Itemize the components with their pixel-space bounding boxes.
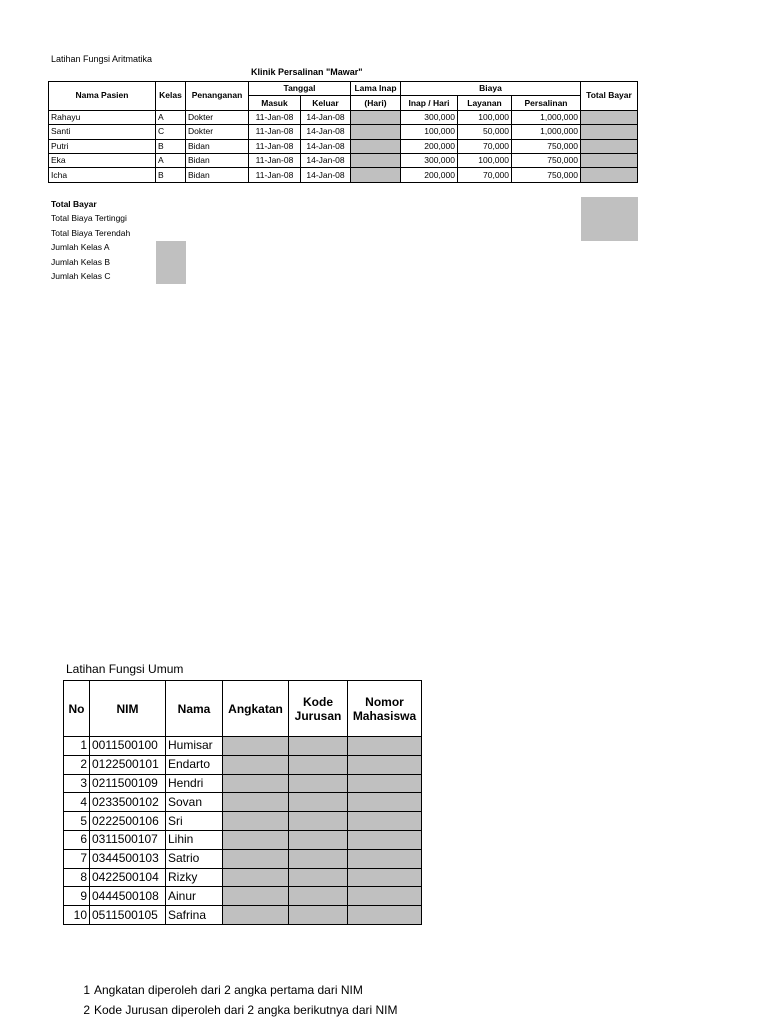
cell-angkatan[interactable] xyxy=(223,868,289,887)
table-row xyxy=(49,168,638,182)
header-nama[interactable]: Nama xyxy=(166,681,223,737)
cell-masuk[interactable]: 11-Jan-08 xyxy=(249,168,301,182)
cell-kelas[interactable]: A xyxy=(156,110,186,124)
header-layanan[interactable]: Layanan xyxy=(458,96,512,110)
cell-nim[interactable]: 0422500104 xyxy=(90,868,166,887)
cell-kelas[interactable]: B xyxy=(156,139,186,153)
cell-kode-jurusan[interactable] xyxy=(289,774,348,793)
cell-persalinan[interactable]: 1,000,000 xyxy=(512,125,581,139)
cell-nama[interactable]: Rahayu xyxy=(49,110,156,124)
cell-nim[interactable]: 0222500106 xyxy=(90,812,166,831)
cell-total-bayar[interactable] xyxy=(581,168,638,182)
note-item xyxy=(78,980,398,1000)
cell-nama[interactable]: Eka xyxy=(49,153,156,167)
cell-no[interactable]: 3 xyxy=(64,774,90,793)
cell-kode-jurusan[interactable] xyxy=(289,755,348,774)
cell-keluar[interactable]: 14-Jan-08 xyxy=(301,168,351,182)
cell-inap-hari[interactable]: 100,000 xyxy=(401,125,458,139)
cell-no[interactable]: 7 xyxy=(64,849,90,868)
cell-angkatan[interactable] xyxy=(223,793,289,812)
header-kode-jurusan[interactable] xyxy=(289,681,348,737)
cell-nama[interactable]: Safrina xyxy=(166,906,223,925)
cell-nomor-mahasiswa[interactable] xyxy=(348,812,422,831)
header-no[interactable]: No xyxy=(64,681,90,737)
cell-kode-jurusan[interactable] xyxy=(289,868,348,887)
cell-no[interactable]: 9 xyxy=(64,887,90,906)
header-keluar[interactable]: Keluar xyxy=(301,96,351,110)
note-number: 2 xyxy=(83,1003,90,1017)
cell-lama-inap[interactable] xyxy=(351,125,401,139)
cell-persalinan[interactable]: 750,000 xyxy=(512,168,581,182)
cell-kode-jurusan[interactable] xyxy=(289,812,348,831)
cell-penanganan[interactable]: Bidan xyxy=(186,139,249,153)
cell-no[interactable]: 6 xyxy=(64,830,90,849)
cell-angkatan[interactable] xyxy=(223,849,289,868)
header-nomor-mahasiswa-line2: Mahasiswa xyxy=(352,708,417,723)
summary-kelas-c[interactable]: Jumlah Kelas C xyxy=(51,271,111,282)
cell-angkatan[interactable] xyxy=(223,812,289,831)
table-row xyxy=(64,849,422,868)
cell-nim[interactable]: 0344500103 xyxy=(90,849,166,868)
summary-total-bayar[interactable]: Total Bayar xyxy=(51,199,97,209)
cell-nomor-mahasiswa[interactable] xyxy=(348,849,422,868)
clinic-title: Klinik Persalinan "Mawar" xyxy=(251,67,363,77)
cell-nama[interactable]: Sovan xyxy=(166,793,223,812)
cell-persalinan[interactable]: 750,000 xyxy=(512,139,581,153)
cell-nomor-mahasiswa[interactable] xyxy=(348,774,422,793)
table-row xyxy=(64,830,422,849)
cell-nomor-mahasiswa[interactable] xyxy=(348,887,422,906)
clinic-table xyxy=(48,81,638,183)
header-lama-inap[interactable]: Lama Inap xyxy=(351,82,401,96)
cell-no[interactable]: 4 xyxy=(64,793,90,812)
header-kelas[interactable]: Kelas xyxy=(156,82,186,111)
sheet1-title: Latihan Fungsi Aritmatika xyxy=(51,54,153,64)
cell-nama[interactable]: Lihin xyxy=(166,830,223,849)
cell-penanganan[interactable]: Dokter xyxy=(186,125,249,139)
cell-nim[interactable]: 0444500108 xyxy=(90,887,166,906)
header-inap-hari[interactable]: Inap / Hari xyxy=(401,96,458,110)
cell-angkatan[interactable] xyxy=(223,906,289,925)
cell-kelas[interactable]: B xyxy=(156,168,186,182)
table-row xyxy=(64,812,422,831)
cell-nama[interactable]: Putri xyxy=(49,139,156,153)
header-biaya[interactable]: Biaya xyxy=(401,82,581,96)
cell-nim[interactable]: 0011500100 xyxy=(90,737,166,756)
cell-nama[interactable]: Rizky xyxy=(166,868,223,887)
summary-kelas-a[interactable]: Jumlah Kelas A xyxy=(51,242,110,253)
cell-no[interactable]: 2 xyxy=(64,755,90,774)
note-item xyxy=(78,1000,398,1020)
cell-nomor-mahasiswa[interactable] xyxy=(348,793,422,812)
summary-kelas-b[interactable]: Jumlah Kelas B xyxy=(51,256,111,267)
table-row xyxy=(49,139,638,153)
cell-angkatan[interactable] xyxy=(223,830,289,849)
cell-nomor-mahasiswa[interactable] xyxy=(348,868,422,887)
cell-total-bayar[interactable] xyxy=(581,139,638,153)
cell-kode-jurusan[interactable] xyxy=(289,830,348,849)
cell-nama[interactable]: Ainur xyxy=(166,887,223,906)
cell-kelas[interactable]: C xyxy=(156,125,186,139)
cell-nama[interactable]: Endarto xyxy=(166,755,223,774)
cell-layanan[interactable]: 100,000 xyxy=(458,153,512,167)
cell-no[interactable]: 10 xyxy=(64,906,90,925)
cell-nama[interactable]: Humisar xyxy=(166,737,223,756)
cell-keluar[interactable]: 14-Jan-08 xyxy=(301,125,351,139)
cell-nim[interactable]: 0233500102 xyxy=(90,793,166,812)
cell-lama-inap[interactable] xyxy=(351,110,401,124)
table-row xyxy=(49,153,638,167)
table-row xyxy=(64,774,422,793)
cell-nomor-mahasiswa[interactable] xyxy=(348,830,422,849)
table-row xyxy=(64,737,422,756)
cell-kode-jurusan[interactable] xyxy=(289,887,348,906)
table-row xyxy=(49,125,638,139)
cell-kelas[interactable]: A xyxy=(156,153,186,167)
header-persalinan[interactable]: Persalinan xyxy=(512,96,581,110)
notes-list xyxy=(78,980,398,1020)
cell-nama[interactable]: Santi xyxy=(49,125,156,139)
cell-inap-hari[interactable]: 200,000 xyxy=(401,139,458,153)
cell-nomor-mahasiswa[interactable] xyxy=(348,737,422,756)
cell-kode-jurusan[interactable] xyxy=(289,737,348,756)
cell-inap-hari[interactable]: 200,000 xyxy=(401,168,458,182)
cell-angkatan[interactable] xyxy=(223,887,289,906)
table-row xyxy=(64,887,422,906)
cell-nomor-mahasiswa[interactable] xyxy=(348,755,422,774)
header-nama-pasien[interactable]: Nama Pasien xyxy=(49,82,156,111)
cell-layanan[interactable]: 70,000 xyxy=(458,168,512,182)
summary-labels xyxy=(51,197,130,283)
cell-lama-inap[interactable] xyxy=(351,153,401,167)
cell-masuk[interactable]: 11-Jan-08 xyxy=(249,125,301,139)
cell-total-bayar[interactable] xyxy=(581,110,638,124)
cell-inap-hari[interactable]: 300,000 xyxy=(401,153,458,167)
cell-nama[interactable]: Hendri xyxy=(166,774,223,793)
student-table xyxy=(63,680,422,925)
cell-kode-jurusan[interactable] xyxy=(289,906,348,925)
summary-total-tertinggi[interactable]: Total Biaya Tertinggi xyxy=(51,213,127,224)
cell-penanganan[interactable]: Dokter xyxy=(186,110,249,124)
table-row xyxy=(64,868,422,887)
note-number: 1 xyxy=(83,983,90,997)
cell-layanan[interactable]: 100,000 xyxy=(458,110,512,124)
cell-kode-jurusan[interactable] xyxy=(289,793,348,812)
cell-nama[interactable]: Sri xyxy=(166,812,223,831)
header-nomor-mahasiswa[interactable] xyxy=(348,681,422,737)
cell-layanan[interactable]: 70,000 xyxy=(458,139,512,153)
cell-masuk[interactable]: 11-Jan-08 xyxy=(249,110,301,124)
cell-angkatan[interactable] xyxy=(223,774,289,793)
cell-masuk[interactable]: 11-Jan-08 xyxy=(249,139,301,153)
cell-no[interactable]: 8 xyxy=(64,868,90,887)
cell-keluar[interactable]: 14-Jan-08 xyxy=(301,153,351,167)
cell-total-bayar[interactable] xyxy=(581,153,638,167)
header-kode-jurusan-line1: Kode xyxy=(303,694,333,709)
note-text: Kode Jurusan diperoleh dari 2 angka berikutnya dari NIM xyxy=(94,1003,398,1017)
header-tanggal[interactable]: Tanggal xyxy=(249,82,351,96)
cell-nim[interactable]: 0211500109 xyxy=(90,774,166,793)
kelas-count-cells[interactable] xyxy=(156,241,186,284)
cell-no[interactable]: 5 xyxy=(64,812,90,831)
cell-angkatan[interactable] xyxy=(223,755,289,774)
cell-no[interactable]: 1 xyxy=(64,737,90,756)
note-text: Angkatan diperoleh dari 2 angka pertama dari NIM xyxy=(94,983,363,997)
total-summary-cells[interactable] xyxy=(581,197,638,241)
cell-persalinan[interactable]: 1,000,000 xyxy=(512,110,581,124)
cell-nomor-mahasiswa[interactable] xyxy=(348,906,422,925)
header-nim[interactable]: NIM xyxy=(90,681,166,737)
header-angkatan[interactable]: Angkatan xyxy=(223,681,289,737)
table-row xyxy=(64,755,422,774)
cell-keluar[interactable]: 14-Jan-08 xyxy=(301,139,351,153)
table-row xyxy=(64,906,422,925)
header-kode-jurusan-line2: Jurusan xyxy=(294,708,342,723)
header-hari[interactable]: (Hari) xyxy=(351,96,401,110)
sheet2-title: Latihan Fungsi Umum xyxy=(66,662,184,676)
cell-penanganan[interactable]: Bidan xyxy=(186,168,249,182)
cell-angkatan[interactable] xyxy=(223,737,289,756)
summary-total-terendah[interactable]: Total Biaya Terendah xyxy=(51,227,131,238)
cell-layanan[interactable]: 50,000 xyxy=(458,125,512,139)
cell-keluar[interactable]: 14-Jan-08 xyxy=(301,110,351,124)
cell-nim[interactable]: 0511500105 xyxy=(90,906,166,925)
cell-nama[interactable]: Satrio xyxy=(166,849,223,868)
cell-persalinan[interactable]: 750,000 xyxy=(512,153,581,167)
cell-penanganan[interactable]: Bidan xyxy=(186,153,249,167)
cell-total-bayar[interactable] xyxy=(581,125,638,139)
header-masuk[interactable]: Masuk xyxy=(249,96,301,110)
cell-nama[interactable]: Icha xyxy=(49,168,156,182)
cell-nim[interactable]: 0311500107 xyxy=(90,830,166,849)
header-total-bayar[interactable]: Total Bayar xyxy=(581,82,638,111)
header-penanganan[interactable]: Penanganan xyxy=(186,82,249,111)
cell-inap-hari[interactable]: 300,000 xyxy=(401,110,458,124)
cell-nim[interactable]: 0122500101 xyxy=(90,755,166,774)
cell-lama-inap[interactable] xyxy=(351,139,401,153)
cell-lama-inap[interactable] xyxy=(351,168,401,182)
cell-kode-jurusan[interactable] xyxy=(289,849,348,868)
header-nomor-mahasiswa-line1: Nomor xyxy=(365,694,404,709)
cell-masuk[interactable]: 11-Jan-08 xyxy=(249,153,301,167)
table-row xyxy=(64,793,422,812)
table-row xyxy=(49,110,638,124)
